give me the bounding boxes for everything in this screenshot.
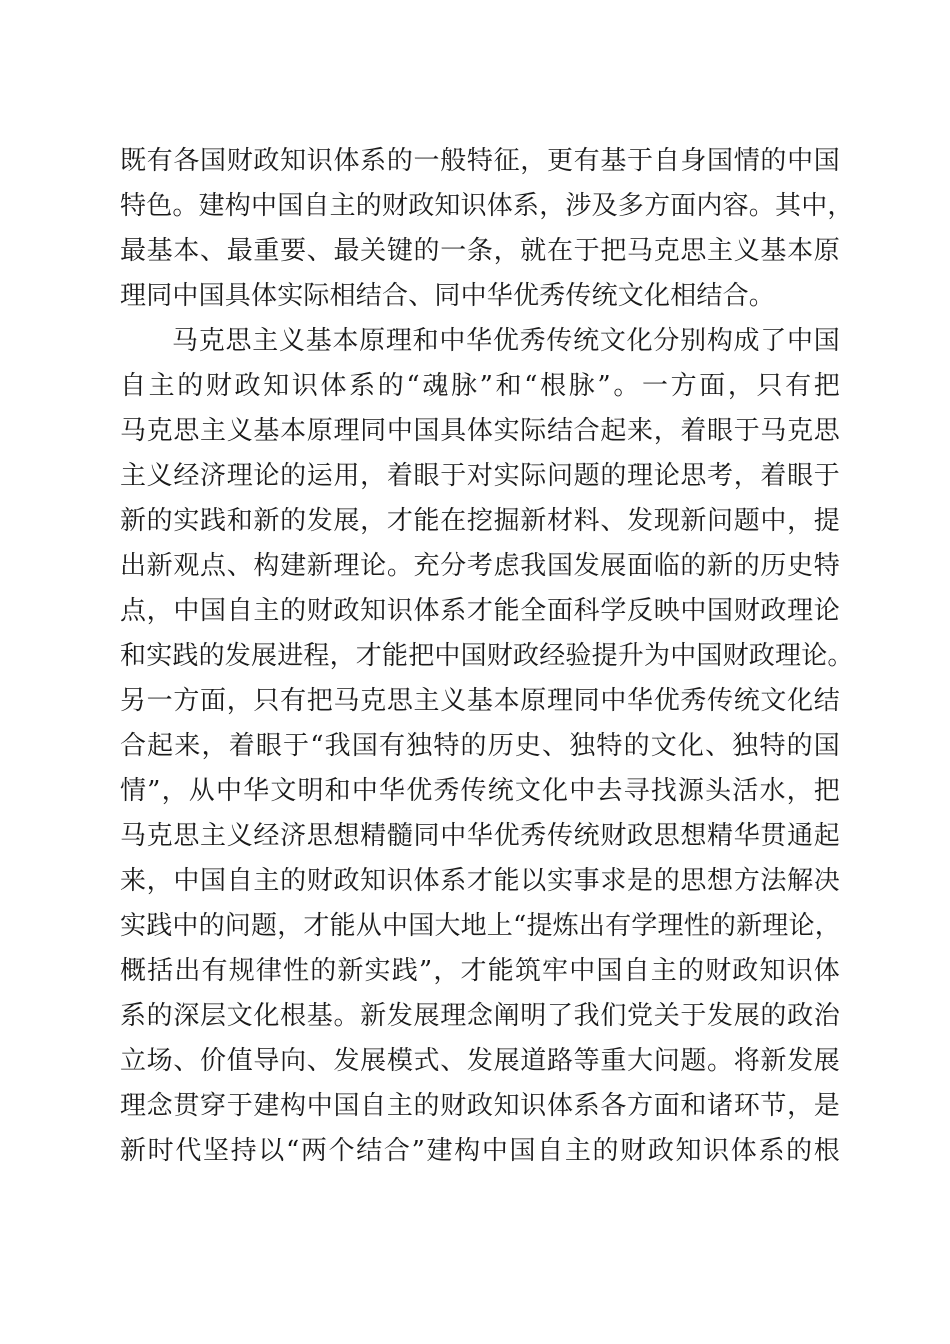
text-line-22: 理念贯穿于建构中国自主的财政知识体系各方面和诸环节，是: [120, 1091, 840, 1121]
text-line-1: 既有各国财政知识体系的一般特征，更有基于自身国情的中国: [120, 146, 840, 176]
text-line-20: 系的深层文化根基。新发展理念阐明了我们党关于发展的政治: [120, 1001, 840, 1031]
text-line-12: 和实践的发展进程，才能把中国财政经验提升为中国财政理论。: [120, 641, 854, 671]
text-line-5-paragraph-start: 马克思主义基本原理和中华优秀传统文化分别构成了中国: [172, 326, 840, 356]
text-line-19: 概括出有规律性的新实践”，才能筑牢中国自主的财政知识体: [120, 956, 840, 986]
text-line-18: 实践中的问题，才能从中国大地上“提炼出有学理性的新理论，: [120, 911, 841, 941]
text-line-16: 马克思主义经济思想精髓同中华优秀传统财政思想精华贯通起: [120, 821, 840, 851]
body-text: [120, 139, 854, 1174]
text-line-17: 来，中国自主的财政知识体系才能以实事求是的思想方法解决: [120, 866, 840, 896]
text-line-9: 新的实践和新的发展，才能在挖掘新材料、发现新问题中，提: [120, 506, 840, 536]
text-line-6: 自主的财政知识体系的“魂脉”和“根脉”。一方面，只有把: [120, 371, 840, 401]
text-line-7: 马克思主义基本原理同中国具体实际结合起来，着眼于马克思: [120, 416, 840, 446]
text-line-3: 最基本、最重要、最关键的一条，就在于把马克思主义基本原: [120, 236, 840, 266]
text-line-13: 另一方面，只有把马克思主义基本原理同中华优秀传统文化结: [120, 686, 840, 716]
text-line-15: 情”，从中华文明和中华优秀传统文化中去寻找源头活水，把: [120, 776, 840, 806]
text-line-14: 合起来，着眼于“我国有独特的历史、独特的文化、独特的国: [120, 731, 840, 761]
text-line-11: 点，中国自主的财政知识体系才能全面科学反映中国财政理论: [120, 596, 840, 626]
text-line-21: 立场、价值导向、发展模式、发展道路等重大问题。将新发展: [120, 1046, 840, 1076]
text-line-4: 理同中国具体实际相结合、同中华优秀传统文化相结合。: [120, 281, 776, 311]
text-line-8: 主义经济理论的运用，着眼于对实际问题的理论思考，着眼于: [120, 461, 840, 491]
text-line-10: 出新观点、构建新理论。充分考虑我国发展面临的新的历史特: [120, 551, 840, 581]
text-line-23: 新时代坚持以“两个结合”建构中国自主的财政知识体系的根: [120, 1136, 840, 1166]
text-line-2: 特色。建构中国自主的财政知识体系，涉及多方面内容。其中，: [120, 191, 854, 221]
